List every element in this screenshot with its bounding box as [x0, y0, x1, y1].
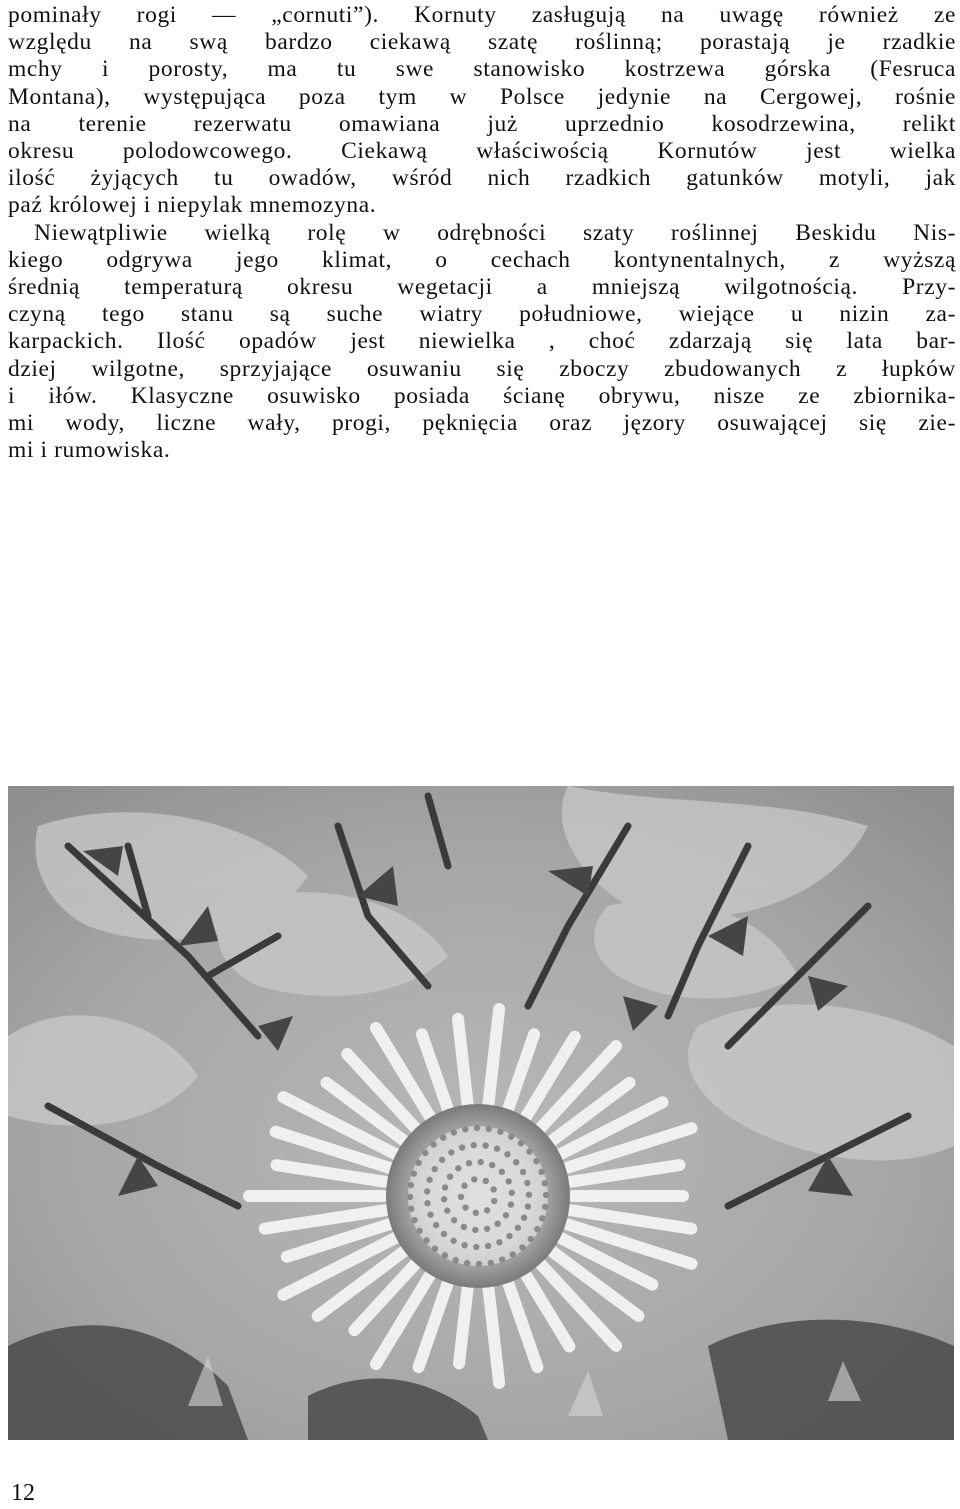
text-line: względu na swą bardzo ciekawą szatę roślinną; porastają je rzadkie [8, 29, 956, 56]
text-line: mi wody, liczne wały, progi, pęknięcia oraz jęzory osuwającej się zie- [8, 410, 956, 437]
flower-floret [538, 1169, 544, 1175]
flower-floret [426, 1177, 432, 1183]
text-line: dziej wilgotne, sprzyjające osuwaniu się zboczy zbudowanych z łupków [8, 355, 956, 382]
flower-floret [441, 1231, 447, 1237]
flower-floret [424, 1200, 430, 1206]
text-line: karpackich. Ilość opadów jest niewielka , choć zdarzają się lata bar- [8, 328, 956, 355]
flower-floret [506, 1178, 512, 1184]
flower-floret [433, 1222, 439, 1228]
flower-floret [444, 1207, 450, 1213]
flower-floret [520, 1169, 526, 1175]
text-line: na terenie rezerwatu omawiana już uprzednio kosodrzewina, relikt [8, 110, 956, 137]
flower-floret [416, 1228, 422, 1234]
flower-floret [484, 1226, 490, 1232]
flower-floret [525, 1203, 531, 1209]
text-line: mchy i porosty, ma tu swe stanowisko kostrzewa górska (Fesruca [8, 56, 956, 83]
flower-floret [431, 1166, 437, 1172]
flower-floret [461, 1182, 467, 1188]
flower-floret [462, 1204, 468, 1210]
flower-floret [422, 1150, 428, 1156]
body-text [8, 2, 956, 464]
flower-floret [451, 1129, 457, 1135]
flower-floret [452, 1257, 458, 1263]
flower-floret [424, 1188, 430, 1194]
flower-floret [510, 1251, 516, 1257]
thistle-photo-image [8, 786, 954, 1440]
flower-floret [466, 1160, 472, 1166]
flower-floret [411, 1217, 417, 1223]
flower-floret [472, 1227, 478, 1233]
flower-floret [534, 1226, 540, 1232]
flower-floret [542, 1204, 548, 1210]
flower-floret [526, 1148, 532, 1154]
flower-floret [440, 1134, 446, 1140]
flower-floret [509, 1190, 515, 1196]
paragraph-2 [8, 220, 956, 465]
flower-floret [497, 1129, 503, 1135]
flower-floret [462, 1126, 468, 1132]
flower-floret [499, 1169, 505, 1175]
paragraph-1 [8, 2, 956, 220]
flower-floret [476, 1261, 482, 1267]
flower-floret [483, 1178, 489, 1184]
flower-floret [499, 1256, 505, 1262]
flower-floret [423, 1237, 429, 1243]
flower-floret [528, 1236, 534, 1242]
text-line: Niewątpliwie wielką rolę w odrębności szaty roślinnej Beskidu Nis- [34, 219, 956, 246]
flower-floret [450, 1238, 456, 1244]
text-line: ilość żyjących tu owadów, wśród nich rzadkich gatunków motyli, jak [8, 165, 956, 192]
flower-floret [448, 1149, 454, 1155]
flower-floret [408, 1206, 414, 1212]
text-line: i iłów. Klasyczne osuwisko posiada ścianę obrywu, nisze ze zbiornika- [8, 382, 956, 409]
flower-floret [491, 1198, 497, 1204]
flower-floret [482, 1142, 488, 1148]
flower-floret [506, 1233, 512, 1239]
text-line: średnią temperaturą okresu wegetacji a mniejszą wilgotnością. Przy- [8, 274, 956, 301]
flower-floret [489, 1162, 495, 1168]
flower-floret [518, 1140, 524, 1146]
flower-floret [484, 1207, 490, 1213]
flower-floret [455, 1165, 461, 1171]
flower-floret [494, 1221, 500, 1227]
flower-floret [427, 1211, 433, 1217]
flower-floret [515, 1225, 521, 1231]
flower-floret [415, 1160, 421, 1166]
flower-floret [503, 1212, 509, 1218]
flower-floret [539, 1215, 545, 1221]
flower-floret [459, 1144, 465, 1150]
flower-floret [513, 1159, 519, 1165]
flower-floret [471, 1142, 477, 1148]
flower-floret [486, 1126, 492, 1132]
flower-floret [451, 1217, 457, 1223]
flower-floret [441, 1196, 447, 1202]
flower-floret [496, 1239, 502, 1245]
flower-floret [508, 1133, 514, 1139]
flower-floret [478, 1159, 484, 1165]
flower-floret [508, 1201, 514, 1207]
flower-floret [430, 1141, 436, 1147]
flower-floret [447, 1173, 453, 1179]
flower-floret [461, 1224, 467, 1230]
flower-floret [533, 1158, 539, 1164]
flower-floret [464, 1260, 470, 1266]
text-line: czyną tego stanu są suche wiatry południowe, wiejące u nizin za- [8, 301, 956, 328]
flower-floret [411, 1170, 417, 1176]
flower-floret [494, 1145, 500, 1151]
flower-floret [439, 1157, 445, 1163]
flower-floret [442, 1184, 448, 1190]
flower-floret [526, 1192, 532, 1198]
flower-floret [543, 1192, 549, 1198]
flower-floret [461, 1242, 467, 1248]
text-line: pominały rogi — „cornuti”). Kornuty zasługują na uwagę również ze [8, 2, 956, 28]
text-line: okresu polodowcowego. Ciekawą właściwością Kornutów jest wielka [8, 138, 956, 165]
flower-floret [407, 1194, 413, 1200]
text-line: mi i rumowiska. [8, 437, 171, 464]
text-line: kiego odgrywa jego klimat, o cechach kontynentalnych, z wyższą [8, 246, 956, 273]
flower-floret [521, 1215, 527, 1221]
flower-floret [473, 1210, 479, 1216]
flower-floret [519, 1244, 525, 1250]
flower-floret [408, 1182, 414, 1188]
text-line: paź królowej i niepylak mnemozyna. [8, 192, 377, 219]
flower-floret [471, 1176, 477, 1182]
text-line: Montana), występująca poza tym w Polsce jedynie na Cergowej, rośnie [8, 83, 956, 110]
flower-floret [542, 1180, 548, 1186]
flower-floret [458, 1194, 464, 1200]
flower-floret [474, 1125, 480, 1131]
page-number: 12 [11, 1480, 35, 1506]
flower-floret [473, 1244, 479, 1250]
flower-floret [504, 1151, 510, 1157]
flower-floret [432, 1246, 438, 1252]
flower-floret [442, 1252, 448, 1258]
flower-floret [524, 1180, 530, 1186]
flower-floret [485, 1243, 491, 1249]
flower-floret [488, 1260, 494, 1266]
flower-floret [490, 1186, 496, 1192]
thistle-photo [8, 786, 954, 1440]
